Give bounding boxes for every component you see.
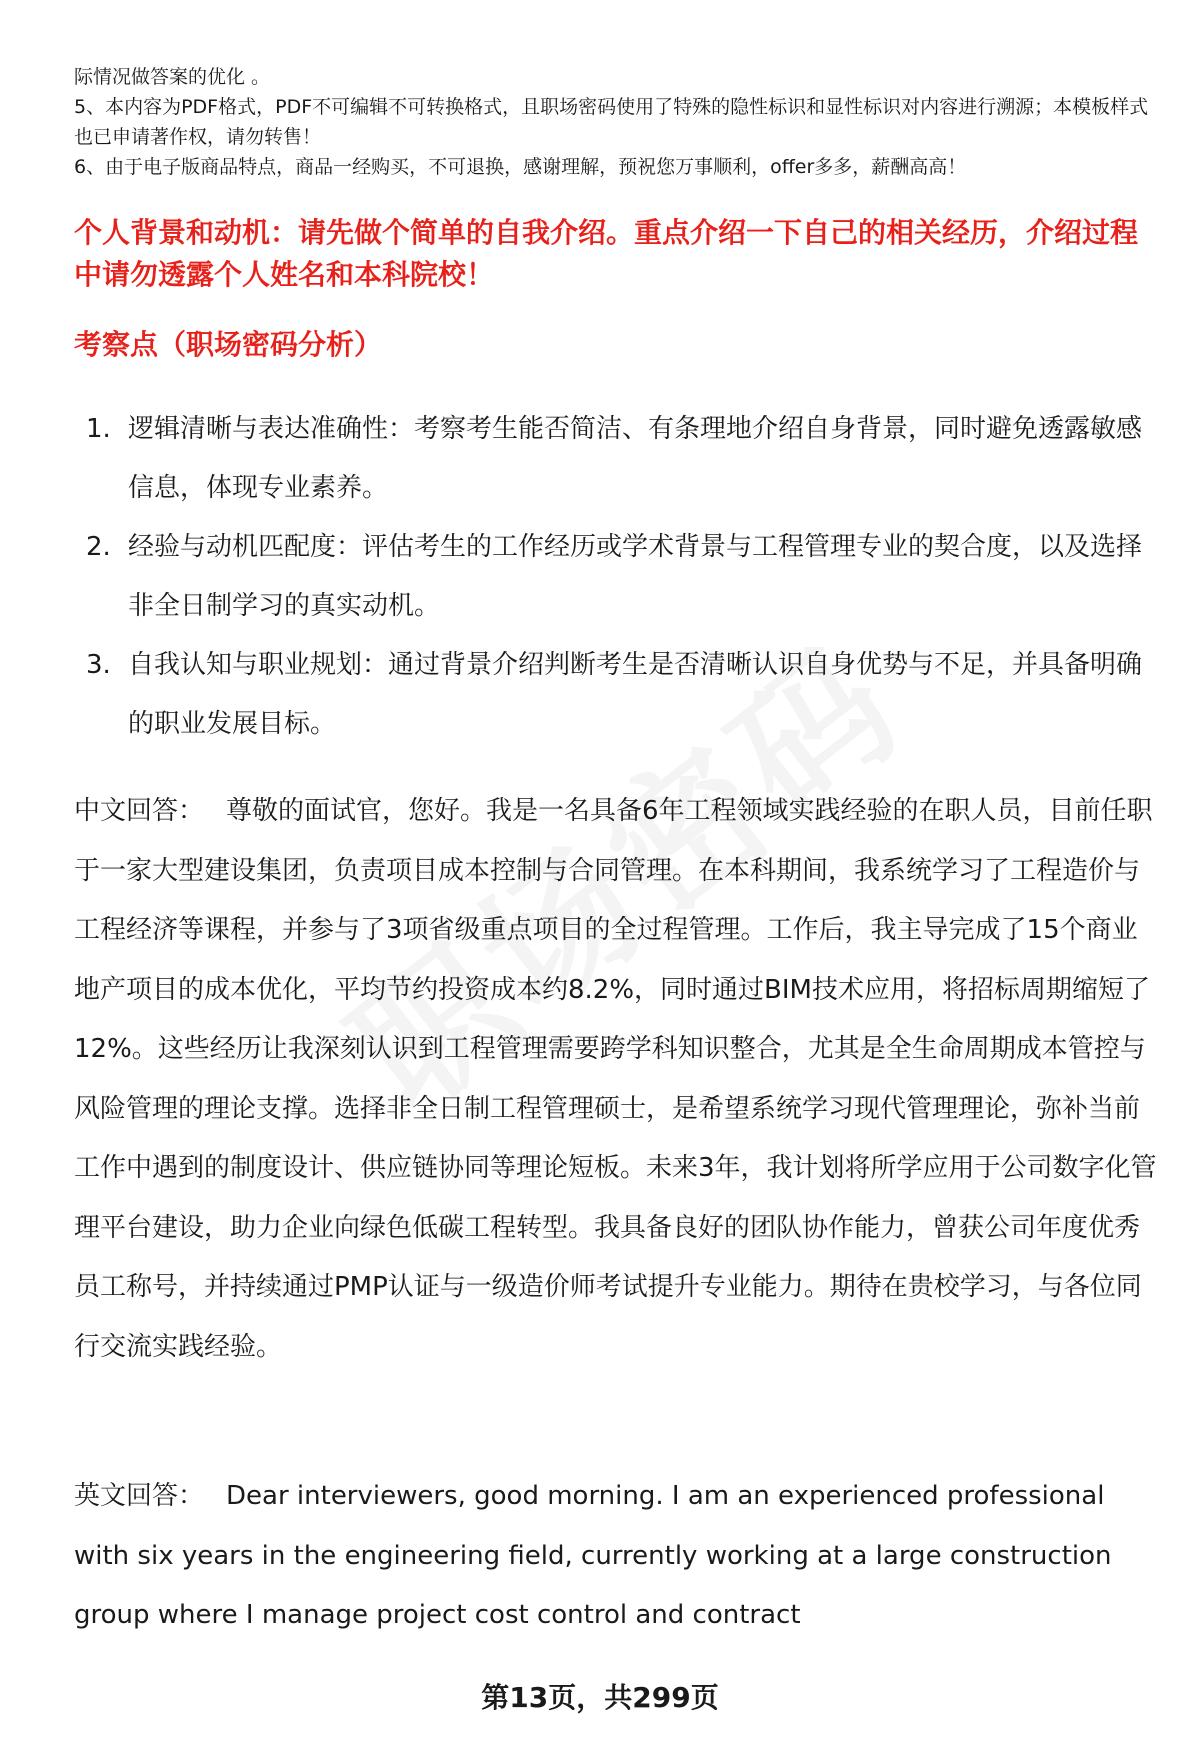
english-answer-label: 英文回答：	[74, 1481, 205, 1511]
list-number: 2.	[86, 532, 111, 562]
list-number: 1.	[86, 414, 111, 444]
list-item-text: 逻辑清晰与表达准确性：考察考生能否简洁、有条理地介绍自身背景，同时避免透露敏感信息，体现专业素养。	[128, 414, 1143, 503]
list-number: 3.	[86, 650, 111, 680]
notes-block	[74, 62, 1164, 182]
assessment-points-list	[74, 400, 1154, 754]
list-item	[74, 400, 1154, 518]
chinese-answer-label: 中文回答：	[74, 796, 205, 826]
chinese-answer-text: 尊敬的面试官，您好。我是一名具备6年工程领域实践经验的在职人员，目前任职于一家大型建设集团，负责项目成本控制与合同管理。在本科期间，我系统学习了工程造价与工程经济等课程，并参与了3项省级重点项目的全过程管理。工作后，我主导完成了15个商业地产项目的成本优化，平均节约投资成本约8.2%，同时通过BIM技术应用，将招标周期缩短了12%。这些经历让我深刻认识到工程管理需要跨学科知识整合，尤其是全生命周期成本管控与风险管理的理论支撑。选择非全日制工程管理硕士，是希望系统学习现代管理理论，弥补当前工作中遇到的制度设计、供应链协同等理论短板。未来3年，我计划将所学应用于公司数字化管理平台建设，助力企业向绿色低碳工程转型。我具备良好的团队协作能力，曾获公司年度优秀员工称号，并持续通过PMP认证与一级造价师考试提升专业能力。期待在贵校学习，与各位同行交流实践经验。	[74, 796, 1157, 1362]
english-answer-text: Dear interviewers, good morning. I am an experienced professional with six years in the engineering field, currently working at a large construction group where I manage project cost control and contract	[74, 1481, 1112, 1630]
page-number: 第13页，共299页	[481, 1681, 719, 1714]
list-item	[74, 636, 1154, 754]
list-item	[74, 518, 1154, 636]
chinese-answer	[74, 782, 1159, 1377]
note-line: 6、由于电子版商品特点，商品一经购买，不可退换，感谢理解，预祝您万事顺利，offer多多，薪酬高高！	[74, 156, 967, 178]
note-line: 5、本内容为PDF格式，PDF不可编辑不可转换格式，且职场密码使用了特殊的隐性标识和显性标识对内容进行溯源；本模板样式也已申请著作权，请勿转售！	[74, 96, 1149, 148]
english-answer	[74, 1467, 1159, 1646]
list-item-text: 经验与动机匹配度：评估考生的工作经历或学术背景与工程管理专业的契合度，以及选择非全日制学习的真实动机。	[128, 532, 1143, 621]
note-line: 际情况做答案的优化 。	[74, 66, 271, 88]
list-item-text: 自我认知与职业规划：通过背景介绍判断考生是否清晰认识自身优势与不足，并具备明确的职业发展目标。	[128, 650, 1143, 739]
section-title: 考察点（职场密码分析）	[74, 328, 383, 361]
question-heading: 个人背景和动机：请先做个简单的自我介绍。重点介绍一下自己的相关经历，介绍过程中请勿透露个人姓名和本科院校！	[74, 216, 1139, 291]
